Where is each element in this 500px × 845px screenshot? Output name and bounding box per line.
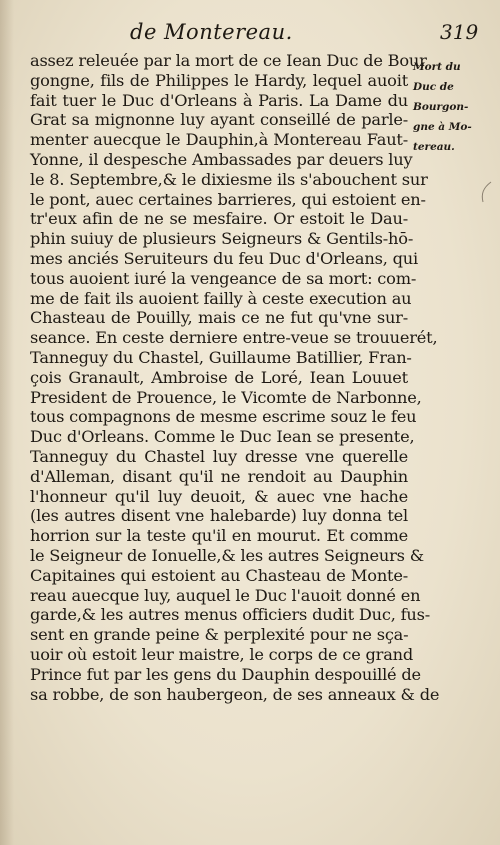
text-line: Tanneguy du Chastel luy dresse vne querelle (30, 446, 408, 466)
text-line: garde,& les autres menus officiers dudit Duc, fus- (30, 605, 431, 625)
margin-note-line: tereau. (413, 141, 455, 153)
text-line: le pont, auec certaines barrieres, qui estoient en- (30, 189, 426, 209)
text-line: l'honneur qu'il luy deuoit, & auec vne hache (30, 486, 408, 506)
text-line: çois Granault, Ambroise de Loré, Iean Louuet (30, 367, 408, 387)
running-title: de Montereau. (130, 20, 293, 44)
text-line: (les autres disent vne halebarde) luy donna tel (30, 506, 408, 526)
margin-note-line: gne à Mo- (413, 121, 472, 133)
text-line: d'Alleman, disant qu'il ne rendoit au Dauphin (30, 466, 408, 486)
margin-note-line: Duc de (413, 81, 454, 93)
text-line: seance. En ceste derniere entre-veue se trouuerét, (30, 328, 438, 348)
text-line: Duc d'Orleans. Comme le Duc Iean se presente, (30, 427, 415, 447)
text-line: fait tuer le Duc d'Orleans à Paris. La Dame du (30, 90, 408, 110)
text-line: Tanneguy du Chastel, Guillaume Batillier, Fran- (30, 347, 412, 367)
text-line: menter auecque le Dauphin,à Montereau Faut- (30, 130, 408, 150)
text-line: sent en grande peine & perplexité pour ne sça- (30, 625, 409, 645)
text-line: gongne, fils de Philippes le Hardy, lequel auoit (30, 70, 408, 90)
text-line: assez releuée par la mort de ce Iean Duc de Bour (30, 51, 427, 70)
margin-note (413, 57, 495, 157)
pencil-mark-icon (477, 180, 495, 204)
text-line: Yonne, il despesche Ambassades par deuers luy (30, 149, 413, 169)
text-line: me de fait ils auoient failly à ceste execution au (30, 288, 412, 308)
margin-note-line: Bourgon- (413, 101, 469, 113)
text-line: tous compagnons de mesme escrime souz le feu (30, 407, 417, 427)
text-line: uoir où estoit leur maistre, le corps de ce grand (30, 644, 414, 664)
text-line: tous auoient iuré la vengeance de sa mort: com- (30, 268, 417, 288)
text-line: phin suiuy de plusieurs Seigneurs & Gentils-hō- (30, 229, 414, 249)
page-number: 319 (440, 20, 479, 44)
text-line: mes anciés Seruiteurs du feu Duc d'Orleans, qui (30, 248, 418, 268)
text-line: President de Prouence, le Vicomte de Narbonne, (30, 387, 422, 407)
text-line: Chasteau de Pouilly, mais ce ne fut qu'vne sur- (30, 308, 408, 328)
text-line: reau auecque luy, auquel le Duc l'auoit donné en (30, 585, 421, 605)
text-line: sa robbe, de son haubergeon, de ses anneaux & de (30, 684, 440, 704)
text-line: horrion sur la teste qu'il en mourut. Et comme (30, 526, 408, 546)
margin-note-line: Mort du (413, 61, 461, 73)
text-line: le 8. Septembre,& le dixiesme ils s'abouchent sur (30, 169, 428, 189)
text-line: Grat sa mignonne luy ayant conseillé de parle- (30, 110, 408, 130)
text-line: tr'eux afin de ne se mesfaire. Or estoit le Dau- (30, 209, 408, 229)
text-line: Prince fut par les gens du Dauphin despouillé de (30, 664, 421, 684)
text-line: Capitaines qui estoient au Chasteau de Monte- (30, 565, 408, 585)
gutter-shadow (0, 0, 14, 845)
text-line: le Seigneur de Ionuelle,& les autres Seigneurs & (30, 545, 424, 565)
